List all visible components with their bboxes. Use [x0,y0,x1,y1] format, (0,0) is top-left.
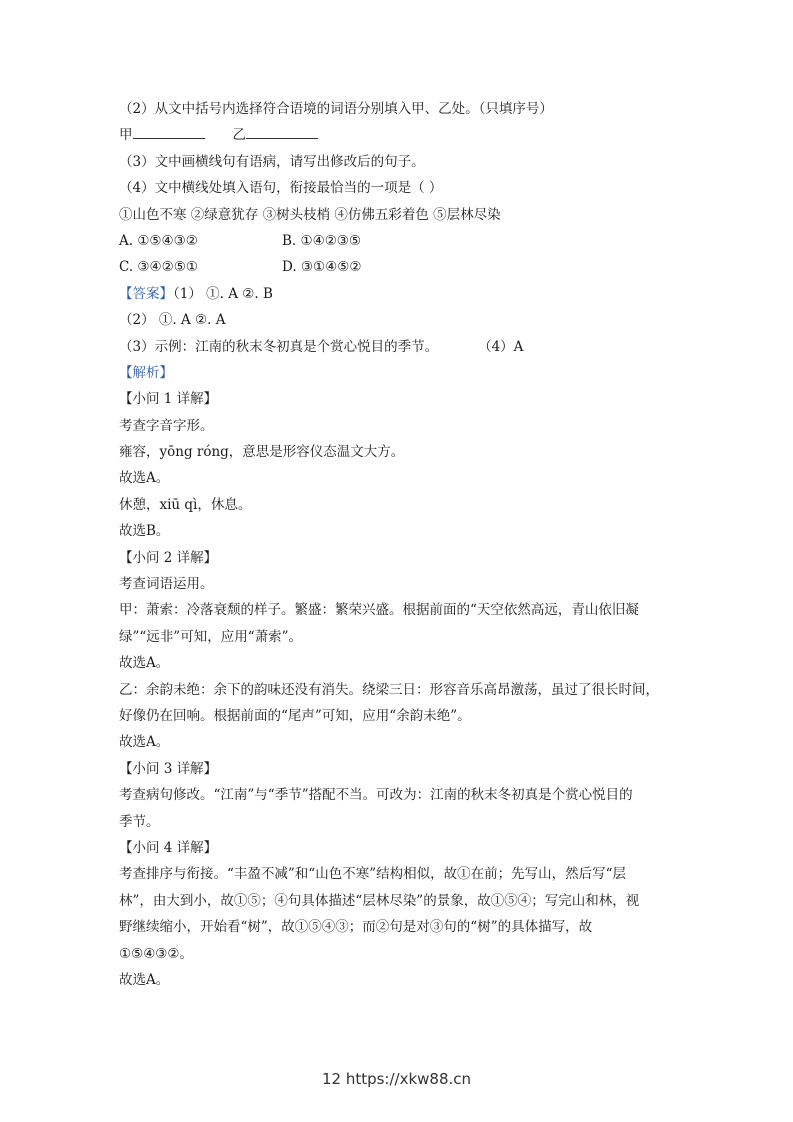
analysis-text [119,386,679,993]
analysis-line: 考查词语运用。 [119,576,214,593]
q3-prompt: （3）文中画横线句有语病，请写出修改后的句子。 [119,153,425,170]
q4-prompt: （4）文中横线处填入语句，衔接最恰当的一项是（ ） [119,180,443,197]
analysis-line: 【小问 3 详解】 [119,760,218,777]
analysis-line: 【小问 4 详解】 [119,839,218,856]
option-c: C. ③④②⑤① [119,259,198,276]
analysis-line: 考查排序与衔接。“丰盈不减”和“山色不寒”结构相似，故①在前；先写山，然后写“层 [119,866,627,883]
document-body [119,96,679,993]
answer-3: （3）示例：江南的秋末冬初真是个赏心悦目的季节。 [119,338,439,355]
q2-prompt: （2）从文中括号内选择符合语境的词语分别填入甲、乙处。（只填序号） [119,101,553,117]
page-footer: 12 https://xkw88.cn [321,1070,472,1088]
jia-label: 甲 [119,127,133,144]
answer-line-1 [119,281,679,307]
analysis-line: 【小问 2 详解】 [119,549,218,566]
q4-options-cd [119,254,679,280]
answer-label: 【答案】 [119,285,173,302]
analysis-line: 考查字音字形。 [119,417,214,434]
analysis-line: 故选A。 [119,655,170,672]
q2-blanks [119,122,679,148]
option-d: D. ③①④⑤② [282,259,362,276]
yi-label: 乙 [232,127,246,144]
q4-items: ①山色不寒 ②绿意犹存 ③树头枝梢 ④仿佛五彩着色 ⑤层林尽染 [119,206,501,223]
q4-options-ab [119,228,679,254]
yi-blank [246,124,318,139]
analysis-line: 故选A。 [119,734,170,751]
analysis-line: 故选A。 [119,971,170,988]
analysis-line: 野继续缩小，开始看“树”，故①⑤④③；而②句是对③句的“树”的具体描写，故 [119,919,593,936]
answer-1: （1） ①. A ②. B [173,285,273,302]
analysis-line: 乙：余韵未绝：余下的韵味还没有消失。绕梁三日：形容音乐高昂激荡，虽过了很长时间， [119,681,659,698]
analysis-label: 【解析】 [119,364,173,381]
answer-line-2: （2） ①. A ②. A [119,312,226,329]
analysis-line: 故选B。 [119,523,170,540]
jia-blank [133,124,205,139]
option-b: B. ①④②③⑤ [282,232,362,249]
analysis-line: 绿”“远非”可知，应用“萧索”。 [119,628,303,645]
answer-4: （4）A [478,338,524,355]
analysis-line: 【小问 1 详解】 [119,391,218,408]
analysis-line: ①⑤④③②。 [119,945,194,962]
analysis-line: 考查病句修改。“江南”与“季节”搭配不当。可改为：江南的秋末冬初真是个赏心悦目的 [119,787,633,804]
analysis-line: 故选A。 [119,470,170,487]
analysis-line: 林”，由大到小，故①⑤；④句具体描述“层林尽染”的景象，故①⑤④；写完山和林，视 [119,892,640,909]
answer-line-3 [119,334,679,360]
analysis-line: 休憩，xiū qì，休息。 [119,496,252,513]
analysis-line: 甲：萧索：冷落衰颓的样子。繁盛：繁荣兴盛。根据前面的“天空依然高远，青山依旧凝 [119,602,639,619]
analysis-line: 雍容，yōng róng，意思是形容仪态温文大方。 [119,444,405,461]
analysis-line: 好像仍在回响。根据前面的“尾声”可知，应用“余韵未绝”。 [119,707,471,724]
analysis-line: 季节。 [119,813,160,830]
option-a: A. ①⑤④③② [119,232,198,249]
